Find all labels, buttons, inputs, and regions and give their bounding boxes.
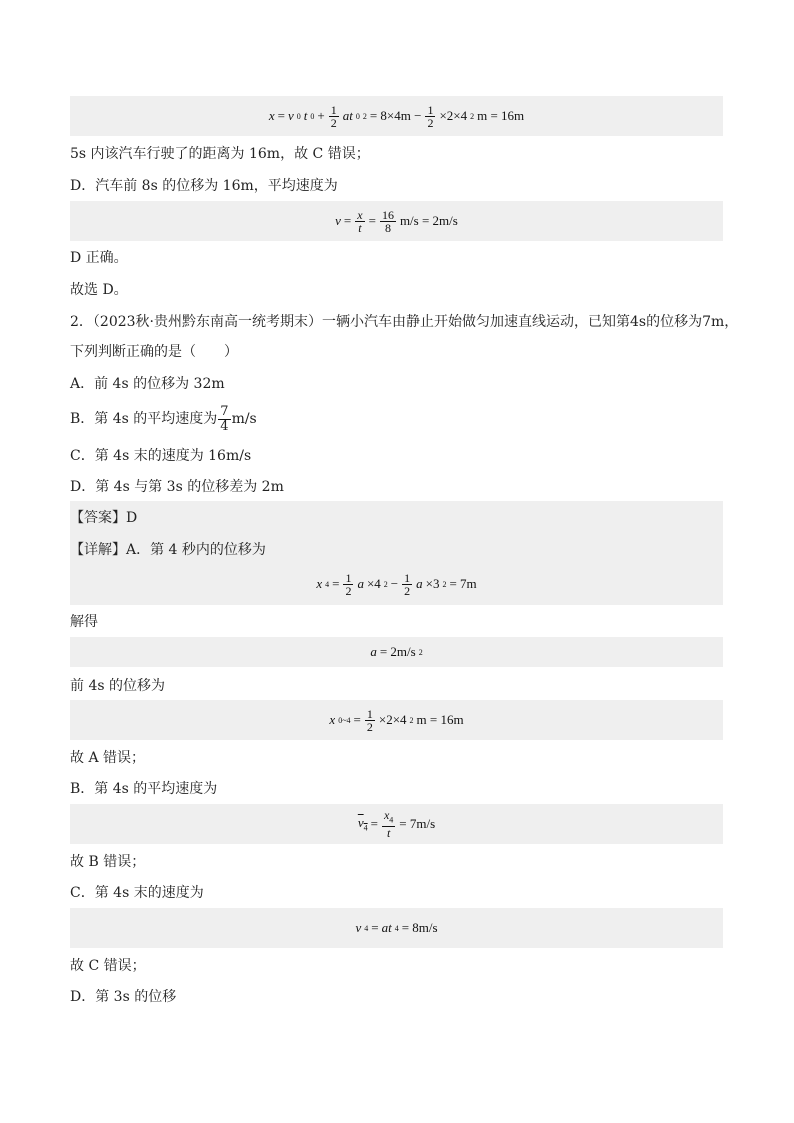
option-a: A．前 4s 的位移为 32m	[70, 376, 225, 392]
wrong-b-line: 故 B 错误；	[70, 854, 146, 870]
d3-line: D．第 3s 的位移	[70, 989, 177, 1005]
equation-3: x 4 = $\frac{1}{2}$ a ×4 2 − $\frac{1}{2}$ a ×3 2 = 7m	[316, 570, 477, 598]
end-c-line: C．第 4s 末的速度为	[70, 885, 204, 901]
option-b-denominator: 4	[220, 418, 229, 434]
wrong-a-line: 故 A 错误；	[70, 750, 146, 766]
equation-1: x = v 0 t 0 + $\frac{1}{2}$ at 0 2 = 8×4m − $\frac{1}{2}$ ×2×4 2 m = 16m	[268, 102, 525, 130]
option-b-fraction	[218, 405, 230, 434]
text-line-3: D 正确。	[70, 250, 128, 266]
text-line-1: 5s 内该汽车行驶了的距离为 16m，故 C 错误；	[70, 146, 370, 162]
question-line-2: 下列判断正确的是（ ）	[70, 344, 238, 360]
equation-2: v = $\frac{x}{t}$ = $\frac{16}{8}$ m/s = 2m/s	[335, 207, 458, 235]
question-line-1: 2．（2023秋·贵州黔东南高一统考期末）一辆小汽车由静止开始做匀加速直线运动，已知第4s的位移为7m，	[70, 314, 739, 330]
detail-line: 【详解】A．第 4 秒内的位移为	[70, 542, 266, 558]
front4-line: 前 4s 的位移为	[70, 678, 165, 694]
equation-6: $v_4$ = $\frac{x_4}{t}$ = 7m/s	[357, 807, 436, 841]
option-c: C．第 4s 末的速度为 16m/s	[70, 448, 252, 464]
avg-b-line: B．第 4s 的平均速度为	[70, 781, 218, 797]
option-d: D．第 4s 与第 3s 的位移差为 2m	[70, 479, 284, 495]
equation-5: x 0~4 = $\frac{1}{2}$ ×2×4 2 m = 16m	[329, 706, 464, 734]
option-b-numerator: 7	[220, 403, 229, 419]
option-b-unit: m/s	[231, 411, 257, 427]
option-b-text: B．第 4s 的平均速度为	[70, 411, 218, 427]
equation-4: a = 2m/s 2	[370, 644, 423, 659]
text-line-4: 故选 D。	[70, 282, 128, 298]
answer-line: 【答案】D	[70, 510, 138, 526]
solve-line: 解得	[70, 614, 98, 630]
text-line-2: D．汽车前 8s 的位移为 16m，平均速度为	[70, 178, 338, 194]
option-b	[70, 402, 257, 436]
equation-7: v 4 = at 4 = 8m/s	[355, 920, 438, 935]
wrong-c-line: 故 C 错误；	[70, 958, 146, 974]
